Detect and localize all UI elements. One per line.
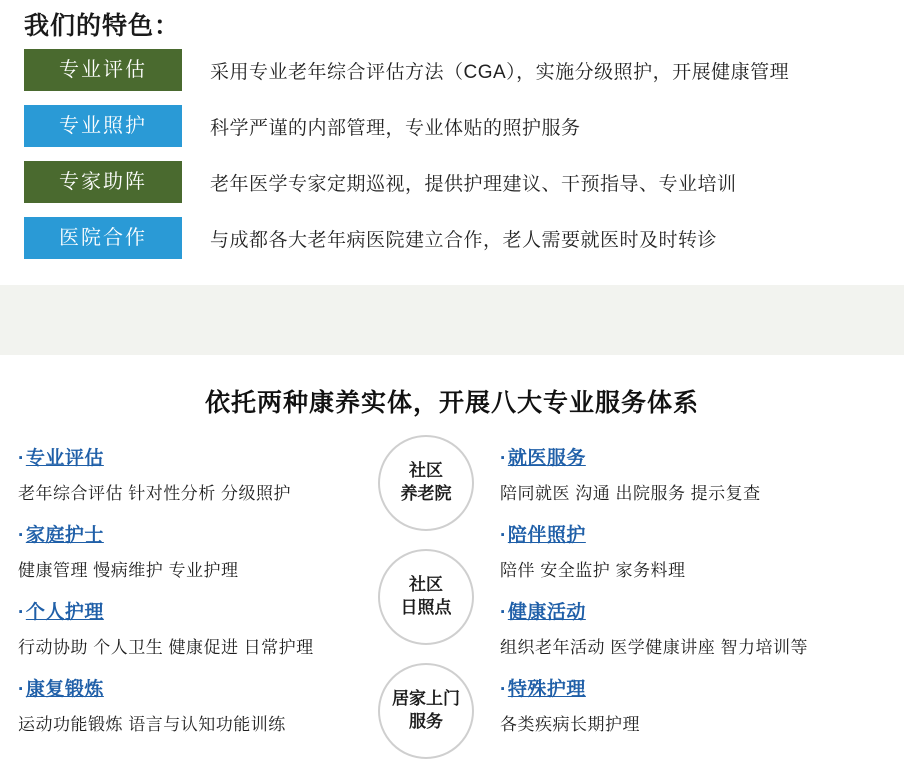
service-heading-label: 陪伴照护 <box>507 525 586 546</box>
service-heading-label: 个人护理 <box>25 602 104 623</box>
service-heading <box>500 443 890 470</box>
entity-circles <box>378 435 488 777</box>
service-item <box>500 674 890 735</box>
service-description: 老年综合评估 针对性分析 分级照护 <box>18 484 291 503</box>
services-column-right <box>500 443 890 751</box>
service-item <box>500 520 890 581</box>
feature-text: 科学严谨的内部管理，专业体贴的照护服务 <box>210 117 581 139</box>
features-section <box>0 0 904 300</box>
bullet-icon: · <box>18 679 25 700</box>
feature-tag: 专业照护 <box>24 105 182 147</box>
services-title: 依托两种康养实体，开展八大专业服务体系 <box>204 389 699 417</box>
entity-circle <box>378 663 474 759</box>
service-description: 组织老年活动 医学健康讲座 智力培训等 <box>500 638 808 657</box>
feature-text: 采用专业老年综合评估方法（CGA），实施分级照护，开展健康管理 <box>210 61 790 83</box>
service-heading <box>500 597 890 624</box>
bullet-icon: · <box>500 525 507 546</box>
feature-list <box>24 48 880 272</box>
entity-circle-line1: 社区 <box>409 575 443 595</box>
service-heading-label: 家庭护士 <box>25 525 104 546</box>
service-description: 健康管理 慢病维护 专业护理 <box>18 561 239 580</box>
service-item <box>18 520 368 581</box>
feature-text: 与成都各大老年病医院建立合作，老人需要就医时及时转诊 <box>210 229 718 251</box>
bullet-icon: · <box>18 448 25 469</box>
service-heading <box>18 520 368 547</box>
entity-circle-line1: 社区 <box>409 461 443 481</box>
service-heading-label: 专业评估 <box>25 448 104 469</box>
entity-circle-line1: 居家上门 <box>392 689 460 709</box>
service-heading <box>500 520 890 547</box>
entity-circle-line2: 服务 <box>409 712 443 731</box>
page-title: 我们的特色： <box>24 12 181 40</box>
service-heading <box>18 597 368 624</box>
service-heading <box>18 674 368 701</box>
entity-circle <box>378 549 474 645</box>
feature-text: 老年医学专家定期巡视，提供护理建议、干预指导、专业培训 <box>210 173 737 195</box>
bullet-icon: · <box>500 679 507 700</box>
feature-row <box>24 160 880 204</box>
service-description: 陪同就医 沟通 出院服务 提示复查 <box>500 484 761 503</box>
service-description: 行动协助 个人卫生 健康促进 日常护理 <box>18 638 314 657</box>
service-item <box>18 597 368 658</box>
service-heading-label: 健康活动 <box>507 602 586 623</box>
feature-row <box>24 104 880 148</box>
services-column-left <box>18 443 368 751</box>
service-heading-label: 康复锻炼 <box>25 679 104 700</box>
service-description: 各类疾病长期护理 <box>500 715 640 734</box>
service-item <box>18 443 368 504</box>
service-item <box>500 443 890 504</box>
feature-row <box>24 216 880 260</box>
bullet-icon: · <box>18 602 25 623</box>
service-heading <box>18 443 368 470</box>
service-item <box>500 597 890 658</box>
service-item <box>18 674 368 735</box>
entity-circle-line2: 日照点 <box>400 598 452 617</box>
bullet-icon: · <box>500 448 507 469</box>
bullet-icon: · <box>500 602 507 623</box>
feature-tag: 医院合作 <box>24 217 182 259</box>
service-heading <box>500 674 890 701</box>
feature-tag: 专家助阵 <box>24 161 182 203</box>
services-columns <box>0 443 904 783</box>
section-divider-band <box>0 285 904 355</box>
service-heading-label: 就医服务 <box>507 448 586 469</box>
entity-circle <box>378 435 474 531</box>
service-description: 陪伴 安全监护 家务料理 <box>500 561 686 580</box>
services-section <box>0 355 904 782</box>
feature-tag: 专业评估 <box>24 49 182 91</box>
entity-circle-line2: 养老院 <box>400 484 452 503</box>
feature-row <box>24 48 880 92</box>
bullet-icon: · <box>18 525 25 546</box>
service-heading-label: 特殊护理 <box>507 679 586 700</box>
service-description: 运动功能锻炼 语言与认知功能训练 <box>18 715 286 734</box>
